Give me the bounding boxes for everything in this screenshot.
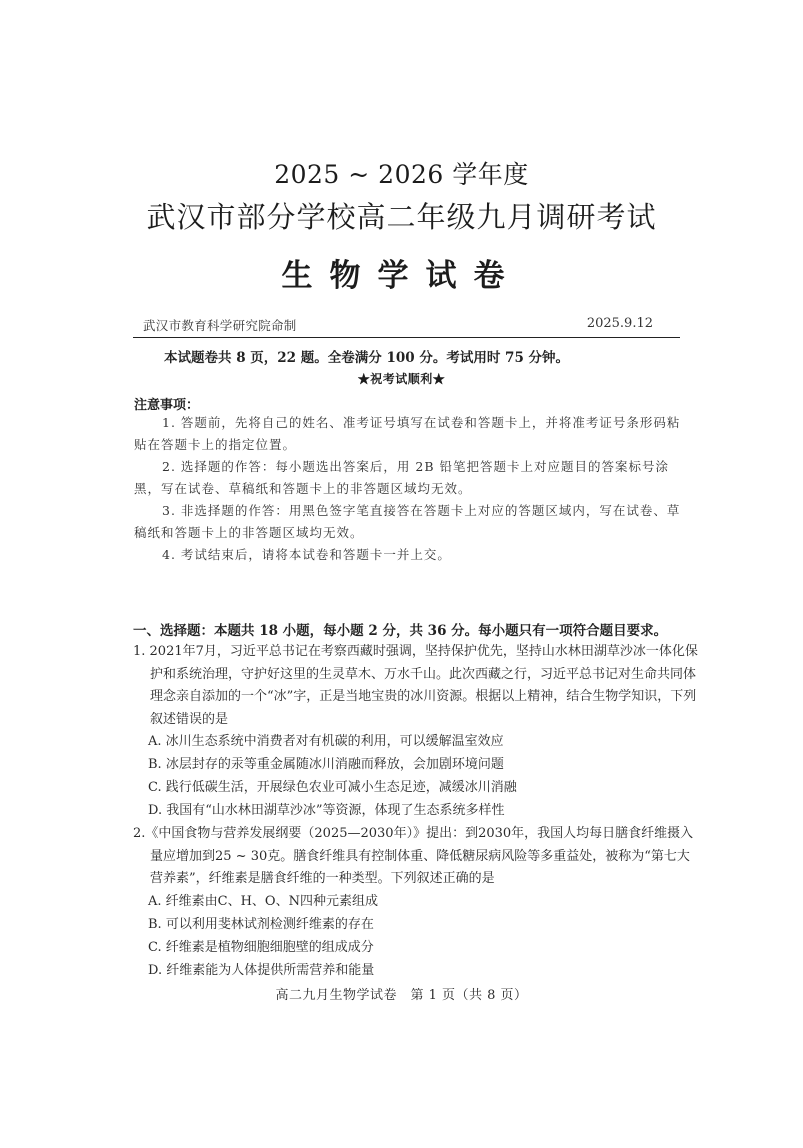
page-footer: 高二九月生物学试卷 第 1 页（共 8 页） [275, 988, 528, 1003]
option-c: C. 纤维素是植物细胞细胞壁的组成成分 [148, 940, 374, 955]
section-heading: 一、选择题：本题共 18 小题，每小题 2 分，共 36 分。每小题只有一项符合题目要求。 [133, 623, 668, 639]
notice-title: 注意事项： [134, 398, 200, 413]
exam-summary: 本试题卷共 8 页，22 题。全卷满分 100 分。考试用时 75 分钟。 [164, 350, 570, 366]
question-stem: 2.《中国食物与营养发展纲要（2025—2030年）》提出：到2030年，我国人均每日膳食纤维摄入量应增加到25 ~ 30克。膳食纤维具有控制体重、降低糖尿病风险等多重益处，被称为“第七大营养素”，纤维素是膳食纤维的一种类型。下列叙述正确的是 [133, 826, 694, 886]
option-a: A. 冰川生态系统中消费者对有机碳的利用，可以缓解温室效应 [148, 734, 504, 749]
exam-date: 2025.9.12 [586, 316, 653, 331]
notice-item: 1. 答题前，先将自己的姓名、准考证号填写在试卷和答题卡上，并将准考证号条形码粘贴在答题卡上的指定位置。 [134, 415, 681, 452]
issuer: 武汉市教育科学研究院命制 [143, 318, 297, 333]
header-divider [133, 337, 680, 338]
option-d: D. 纤维素能为人体提供所需营养和能量 [148, 963, 375, 978]
academic-year: 2025 ~ 2026 学年度 [274, 160, 529, 189]
notice-item: 3. 非选择题的作答：用黑色签字笔直接答在答题卡上对应的答题区域内，写在试卷、草稿纸和答题卡上的非答题区域均无效。 [134, 503, 681, 540]
notice-item: 4. 考试结束后，请将本试卷和答题卡一并上交。 [162, 547, 451, 562]
subject-title: 生物学试卷 [281, 258, 522, 294]
option-b: B. 冰层封存的汞等重金属随冰川消融而释放，会加剧环境问题 [148, 757, 504, 772]
option-a: A. 纤维素由C、H、O、N四种元素组成 [148, 894, 378, 909]
notice-item: 2. 选择题的作答：每小题选出答案后，用 2B 铅笔把答题卡上对应题目的答案标号涂黑，写在试卷、草稿纸和答题卡上的非答题区域均无效。 [134, 459, 669, 496]
exam-title: 武汉市部分学校高二年级九月调研考试 [146, 200, 657, 234]
option-b: B. 可以利用斐林试剂检测纤维素的存在 [148, 917, 374, 932]
good-luck-banner: ★祝考试顺利★ [357, 372, 446, 386]
question-stem: 1. 2021年7月，习近平总书记在考察西藏时强调，坚持保护优先，坚持山水林田湖草沙冰一体化保护和系统治理，守护好这里的生灵草木、万水千山。此次西藏之行，习近平总书记对生命共同体理念亲自添加的一个“冰”字，正是当地宝贵的冰川资源。根据以上精神，结合生物学知识，下列叙述错误的是 [133, 644, 698, 727]
option-d: D. 我国有“山水林田湖草沙冰”等资源，体现了生态系统多样性 [148, 803, 505, 818]
option-c: C. 践行低碳生活，开展绿色农业可减小生态足迹，减缓冰川消融 [148, 780, 517, 795]
